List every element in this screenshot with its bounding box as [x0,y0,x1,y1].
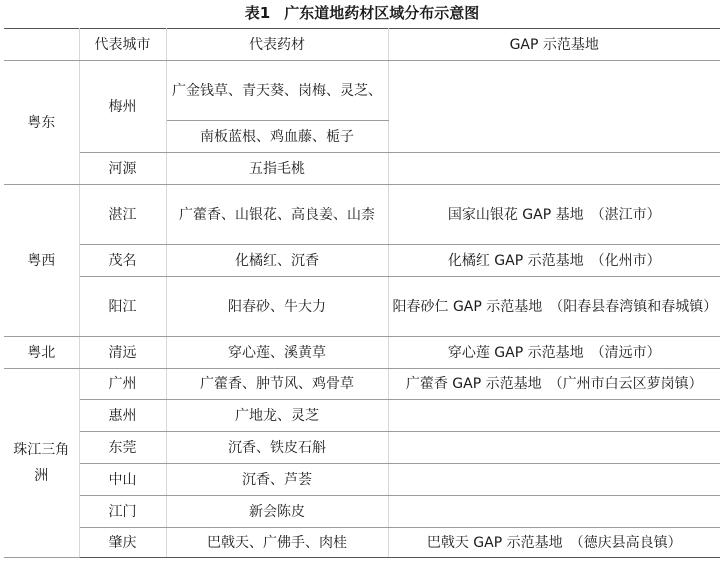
herbs-cell: 巴戟天、广佛手、肉桂 [166,528,388,558]
gap-cell: 广藿香 GAP 示范基地 （广州市白云区萝岗镇） [388,369,720,400]
table-row [4,369,720,400]
city-cell: 清远 [79,337,166,369]
herbs-cell: 广藿香、山银花、高良姜、山柰 [166,185,388,245]
herb-distribution-table [4,28,720,558]
herbs-cell: 广藿香、肿节风、鸡骨草 [166,369,388,400]
city-cell: 广州 [79,369,166,400]
table-row [4,153,720,185]
city-cell: 阳江 [79,277,166,337]
table-row [4,337,720,369]
column-header-region [4,29,79,61]
city-cell: 惠州 [79,400,166,432]
gap-cell [388,61,720,153]
gap-cell [388,432,720,464]
gap-cell: 国家山银花 GAP 基地 （湛江市） [388,185,720,245]
city-cell: 东莞 [79,432,166,464]
city-cell: 河源 [79,153,166,185]
table-number: 表1 [244,4,271,22]
column-header-city: 代表城市 [79,29,166,61]
herbs-cell: 化橘红、沉香 [166,245,388,277]
table-header-row [4,29,720,61]
table-row [4,528,720,558]
gap-cell: 阳春砂仁 GAP 示范基地 （阳春县春湾镇和春城镇） [388,277,720,337]
table-row [4,185,720,245]
herbs-cell: 穿心莲、溪黄草 [166,337,388,369]
city-cell: 茂名 [79,245,166,277]
region-cell: 粤北 [4,337,79,369]
herbs-cell: 五指毛桃 [166,153,388,185]
table-title: 广东道地药材区域分布示意图 [284,4,480,22]
region-cell: 粤西 [4,185,79,337]
table-row [4,464,720,496]
gap-cell: 化橘红 GAP 示范基地 （化州市） [388,245,720,277]
herbs-cell: 南板蓝根、鸡血藤、栀子 [166,121,388,153]
gap-cell [388,464,720,496]
city-cell: 肇庆 [79,528,166,558]
city-cell: 江门 [79,496,166,528]
table-row [4,400,720,432]
herbs-cell: 阳春砂、牛大力 [166,277,388,337]
gap-cell [388,153,720,185]
herbs-cell: 广地龙、灵芝 [166,400,388,432]
city-cell: 梅州 [79,61,166,153]
table-row [4,61,720,121]
herbs-cell: 新会陈皮 [166,496,388,528]
region-cell: 粤东 [4,61,79,185]
city-cell: 湛江 [79,185,166,245]
herbs-cell: 沉香、铁皮石斛 [166,432,388,464]
gap-cell [388,496,720,528]
table-caption [0,0,724,26]
table-row [4,277,720,337]
gap-cell: 穿心莲 GAP 示范基地 （清远市） [388,337,720,369]
city-cell: 中山 [79,464,166,496]
herbs-cell: 沉香、芦荟 [166,464,388,496]
region-cell: 珠江三角洲 [4,369,79,558]
gap-cell [388,400,720,432]
table-row [4,432,720,464]
table-row [4,245,720,277]
table-row [4,496,720,528]
column-header-herbs: 代表药材 [166,29,388,61]
column-header-gap: GAP 示范基地 [388,29,720,61]
herbs-cell: 广金钱草、青天葵、岗梅、灵芝、 [166,61,388,121]
gap-cell: 巴戟天 GAP 示范基地 （德庆县高良镇） [388,528,720,558]
